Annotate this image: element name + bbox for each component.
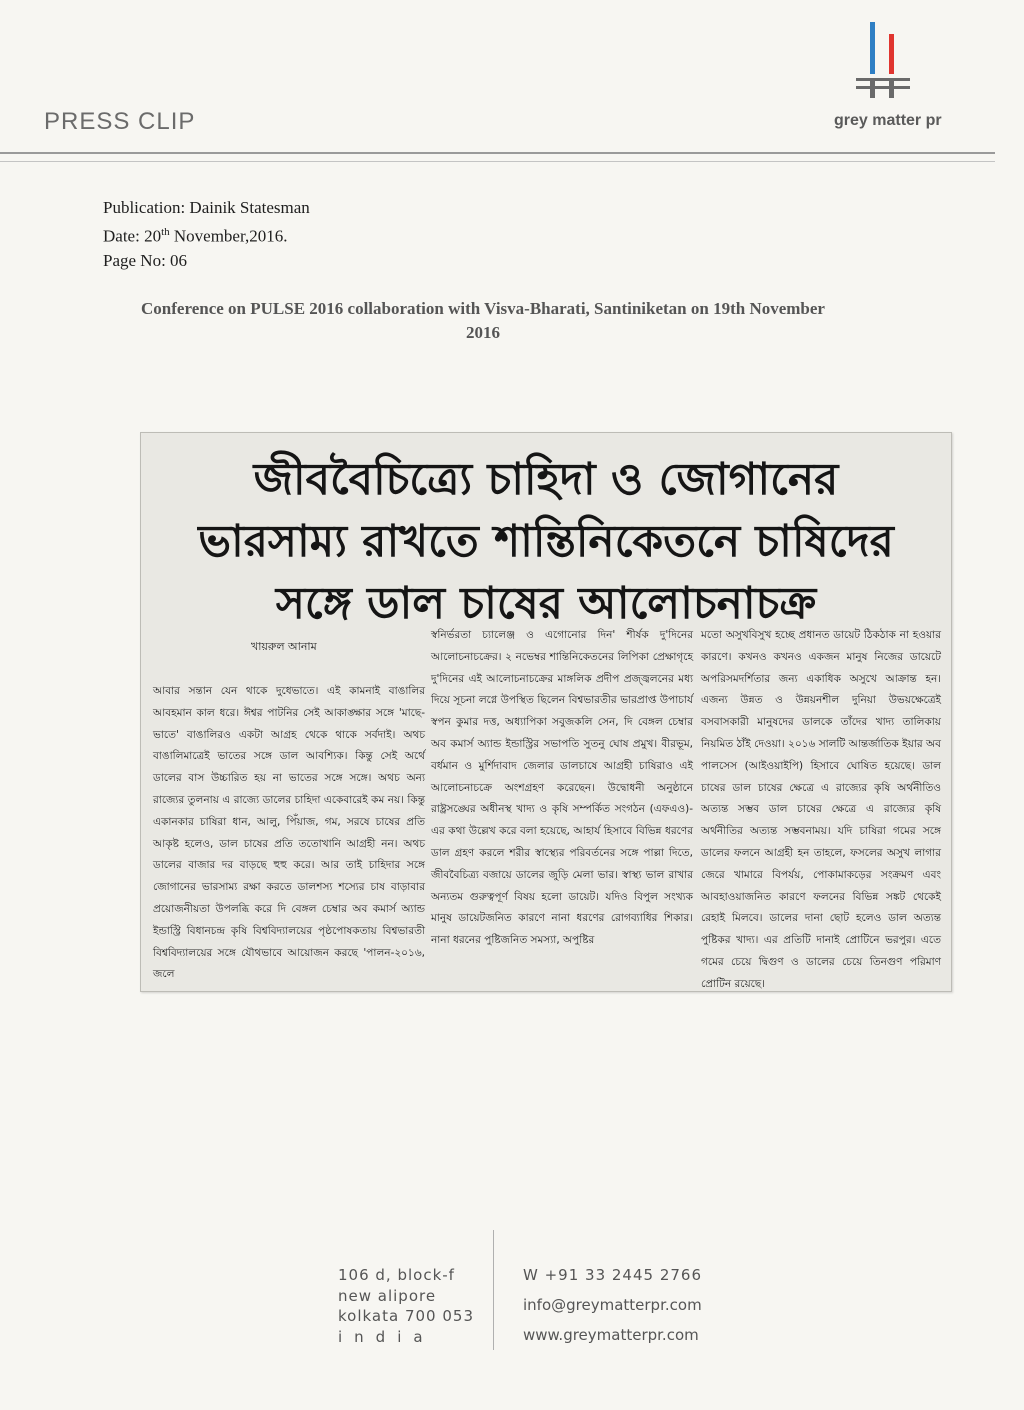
address-line: india [338,1328,435,1346]
contact-email: info@greymatterpr.com [523,1296,702,1314]
address-line: 106 d, block-f [338,1266,455,1284]
article-column-2: স্বনির্ভরতা চ্যালেঞ্জ ও এগোনোর দিন' শীর্ষক দু'দিনের আলোচনাচক্রের। ২ নভেম্বর শান্তিনিকেতনের লিপিকা প্রেক্ষাগৃহে দু'দিনের এই আলোচনাচক্রের মাঙ্গলিক প্রদীপ প্রজ্জ্বলনের মধ্য দিয়ে সূচনা লগ্নে উপস্থিত ছিলেন বিশ্বভারতীর ভারপ্রাপ্ত উপাচার্য স্বপন কুমার দত্ত, অধ্যাপিকা সবুজকলি সেন, দি বেঙ্গল চেম্বার অব কমার্স অ্যান্ড ইন্ডাস্ট্রির সভাপতি সুতনু ঘোষ প্রমুখ। বীরভূম, বর্ধমান ও মুর্শিদাবাদ জেলার ডালচাষে আগ্রহী চাষিরাও এই আলোচনাচক্রে অংশগ্রহণ করেছেন। উদ্বোধনী অনুষ্ঠানে রাষ্ট্রসঙ্ঘের অধীনস্থ খাদ্য ও কৃষি সম্পর্কিত সংগঠন (এফএও)-এর কথা উল্লেখ করে বলা হয়েছে, আহার্য হিসাবে বিভিন্ন ধরণের ডাল গ্রহণ করলে শরীর স্বাস্থ্যের পরিবর্তনের সঙ্গে পাল্লা দিতে, জীববৈচিত্র্য বজায়ে ডালের জুড়ি মেলা ভার। স্বাস্থ্য ভাল রাখার অন্যতম গুরুত্বপূর্ণ বিষয় হলো ডায়েট। যদিও বিপুল সংখ্যক মানুষ ডায়েটজনিত কারণে নানা ধরণের রোগব্যাধির শিকার। নানা ধরনের পুষ্টিজনিত সমস্যা, অপুষ্টির [431,629,693,947]
contact-website: www.greymatterpr.com [523,1326,699,1344]
article-column-3: মতো অসুখবিসুখ হচ্ছে প্রধানত ডায়েট ঠিকঠাক না হওয়ার কারণে। কখনও কখনও একজন মানুষ নিজের ডায়েটে অপরিসমদর্শিতার জন্য একাধিক অসুখে আক্রান্ত হন। এজন্য উন্নত ও উন্নয়নশীল দুনিয়া উভয়ক্ষেত্রেই বসবাসকারী মানুষদের ডালকে তাঁদের খাদ্য তালিকায় নিয়মিত ঠাঁই দেওয়া। ২০১৬ সালটি আন্তর্জাতিক ইয়ার অব পালসেস (আইওয়াইপি) হিসাবে ঘোষিত হয়েছে। ডাল চাষের ডাল চাষের ক্ষেত্রে এ রাজ্যের কৃষি অর্থনীতিও অত্যন্ত সম্ভব ডাল চাষের ক্ষেত্রে এ রাজ্যের কৃষি অর্থনীতির অত্যন্ত সম্ভবনাময়। যদি চাষিরা গমের সঙ্গে ডালের ফলনে আগ্রহী হন তাহলে, ফসলের অসুখ লাগার জেরে খামারে বিপর্যয়, পোকামাকড়ের সংক্রমণ এবং আবহাওয়াজনিত কারণে ফলনের বিভিন্ন সঙ্কট থেকেই রেহাই মিলবে। ডালের দানা ছোট হলেও ডাল অত্যন্ত পুষ্টিকর খাদ্য। এর প্রতিটি দানাই প্রোটিনে ভরপুর। এতে গমের চেয়ে দ্বিগুণ ও ডালের চেয়ে তিনগুণ পরিমাণ প্রোটিন রয়েছে। [701,629,941,990]
footer-divider [493,1230,494,1350]
newspaper-clipping [140,432,952,992]
headline-line: ভারসাম্য রাখতে শান্তিনিকেতনে চাষিদের [198,516,894,567]
document-title: Conference on PULSE 2016 collaboration with Visva-Bharati, Santiniketan on 19th November 2016 [141,299,825,342]
address-line: kolkata 700 053 [338,1307,474,1325]
clipping-headline [141,449,951,635]
article-column-1: আবার সন্তান যেন থাকে দুধেভাতে। এই কামনাই বাঙালির আবহমান কাল ধরে। ঈশ্বর পাটনির সেই আকাঙ্ক্ষার সঙ্গে 'মাছে-ভাতে' বাঙালিরও একটা আগ্রহ থেকে থাকে সর্বদাই। অথচ বাঙালিমাত্রেই ভাতের সঙ্গে ডাল আবশ্যিক। কিন্তু সেই অর্থে ডালের বাস উচ্চারিত হয় না ভাতের সঙ্গে সঙ্গে। অথচ অন্য রাজ্যের তুলনায় এ রাজ্যে ডালের চাহিদা একেবারেই কম নয়। কিন্তু একানকার চাষিরা ধান, আলু, পিঁয়াজ, গম, সরষে চাষের প্রতি আকৃষ্ট হলেও, ডাল চাষের প্রতি ততোখানি আগ্রহী নন। অথচ ডালের বাজার দর বাড়ছে হুহু করে। আর তাই চাহিদার সঙ্গে জোগানের ভারসাম্য রক্ষা করতে ডালশস্য শস্যের চাষ বাড়াবার প্রয়োজনীয়তা উপলব্ধি করে দি বেঙ্গল চেম্বার অব কমার্স অ্যান্ড ইন্ডাস্ট্রি বিধানচন্দ্র কৃষি বিশ্ববিদ্যালয়ের পৃষ্ঠপোষকতায় বিশ্বভারতী বিশ্ববিদ্যালয়ের সঙ্গে যৌথভাবে আয়োজন করছে 'পালন-২০১৬, জলে [153,685,425,981]
press-clip-label: PRESS CLIP [44,108,196,135]
date-line: Date: 20th November,2016. [103,226,288,246]
byline: খায়রুল আনাম [251,640,317,653]
headline-line: সঙ্গে ডাল চাষের আলোচনাচক্র [275,578,817,629]
contact-phone: W +91 33 2445 2766 [523,1266,702,1284]
publication-line: Publication: Dainik Statesman [103,198,310,217]
header-divider-secondary [0,161,995,162]
page-number-line: Page No: 06 [103,251,188,270]
header-divider [0,152,995,154]
address-line: new alipore [338,1287,437,1305]
grey-matter-logo-icon [848,16,918,108]
headline-line: জীববৈচিত্র্যে চাহিদা ও জোগানের [253,454,839,505]
brand-name: grey matter pr [834,112,942,129]
